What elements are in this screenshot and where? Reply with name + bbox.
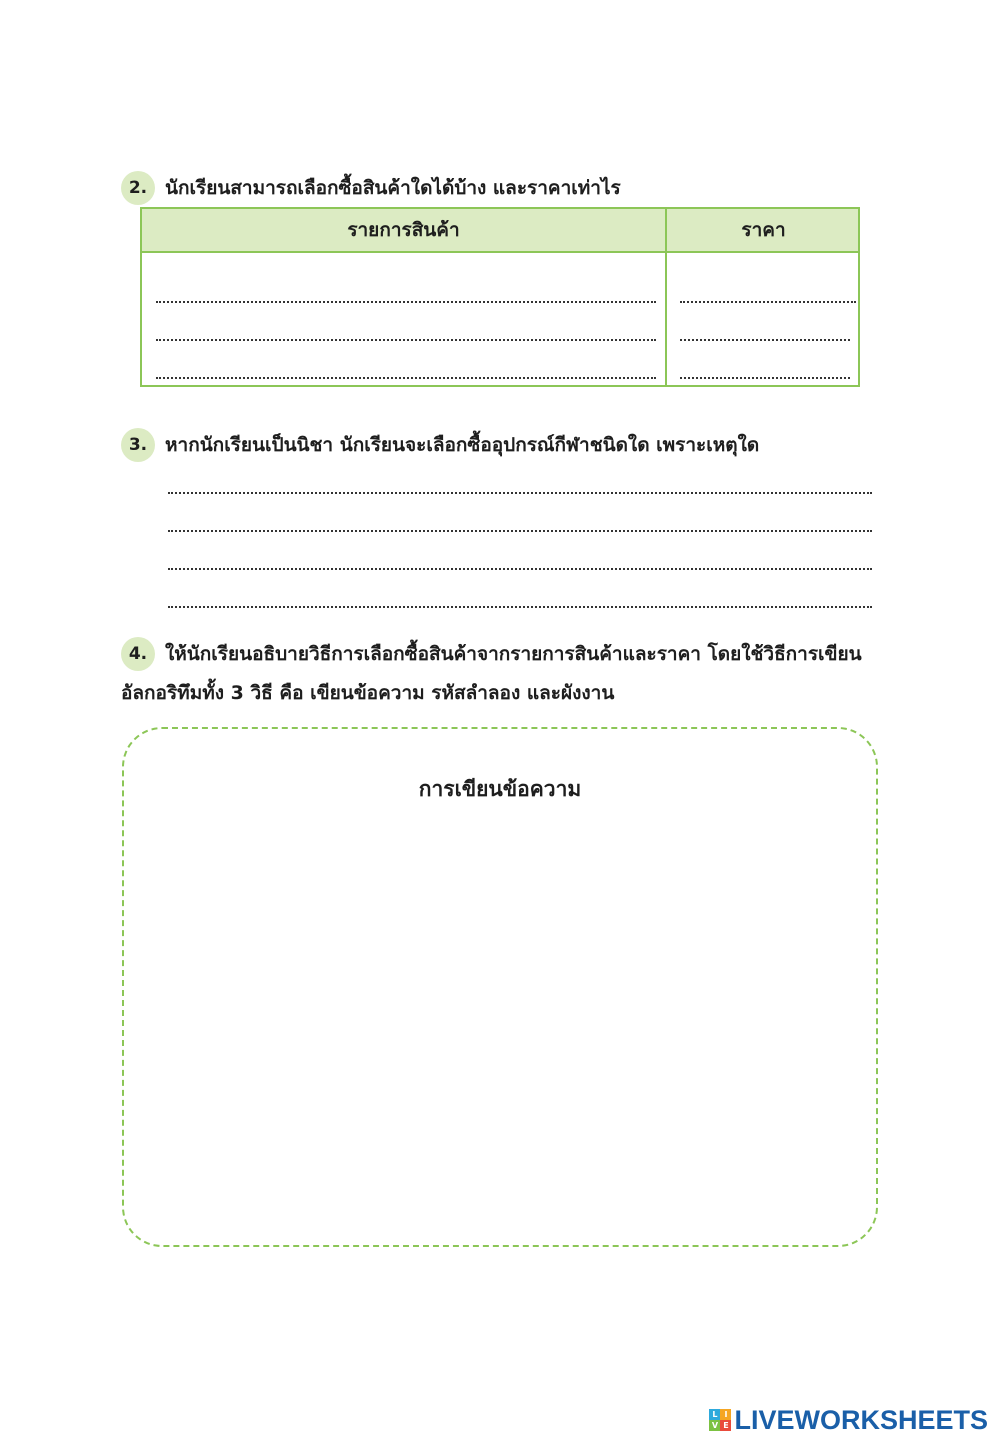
- column-divider: [665, 209, 667, 385]
- question-number-badge: 3.: [121, 428, 155, 462]
- price-answer-line-2[interactable]: [680, 339, 850, 341]
- liveworksheets-logo: [709, 1404, 988, 1436]
- question-4: [121, 637, 862, 671]
- item-answer-line-1[interactable]: [156, 301, 656, 303]
- liveworksheets-logo-icon: L I V E: [709, 1409, 731, 1431]
- question-number-badge: 4.: [121, 637, 155, 671]
- item-answer-line-3[interactable]: [156, 377, 656, 379]
- question-number-badge: 2.: [121, 171, 155, 205]
- price-answer-line-3[interactable]: [680, 377, 850, 379]
- price-answer-line-1[interactable]: [680, 301, 856, 303]
- product-price-table: [140, 207, 860, 387]
- answer-line-2[interactable]: [168, 530, 872, 532]
- question-text: นักเรียนสามารถเลือกซื้อสินค้าใดได้บ้าง และราคาเท่าไร: [165, 177, 621, 199]
- column-header-price: ราคา: [741, 219, 786, 241]
- item-answer-line-2[interactable]: [156, 339, 656, 341]
- answer-line-1[interactable]: [168, 492, 872, 494]
- question-3: [121, 428, 759, 462]
- question-text: หากนักเรียนเป็นนิชา นักเรียนจะเลือกซื้ออุปกรณ์กีฬาชนิดใด เพราะเหตุใด: [165, 434, 760, 456]
- answer-box-title: การเขียนข้อความ: [418, 777, 582, 801]
- question-text-line-2: อัลกอริทึมทั้ง 3 วิธี คือ เขียนข้อความ รหัสลำลอง และผังงาน: [121, 682, 615, 704]
- table-header: [142, 209, 858, 253]
- column-header-item: รายการสินค้า: [347, 219, 460, 241]
- question-2: [121, 171, 621, 205]
- question-text-line-1: ให้นักเรียนอธิบายวิธีการเลือกซื้อสินค้าจากรายการสินค้าและราคา โดยใช้วิธีการเขียน: [165, 643, 862, 665]
- logo-text: LIVEWORKSHEETS: [734, 1404, 988, 1435]
- answer-line-4[interactable]: [168, 606, 872, 608]
- answer-box[interactable]: [122, 727, 878, 1247]
- answer-line-3[interactable]: [168, 568, 872, 570]
